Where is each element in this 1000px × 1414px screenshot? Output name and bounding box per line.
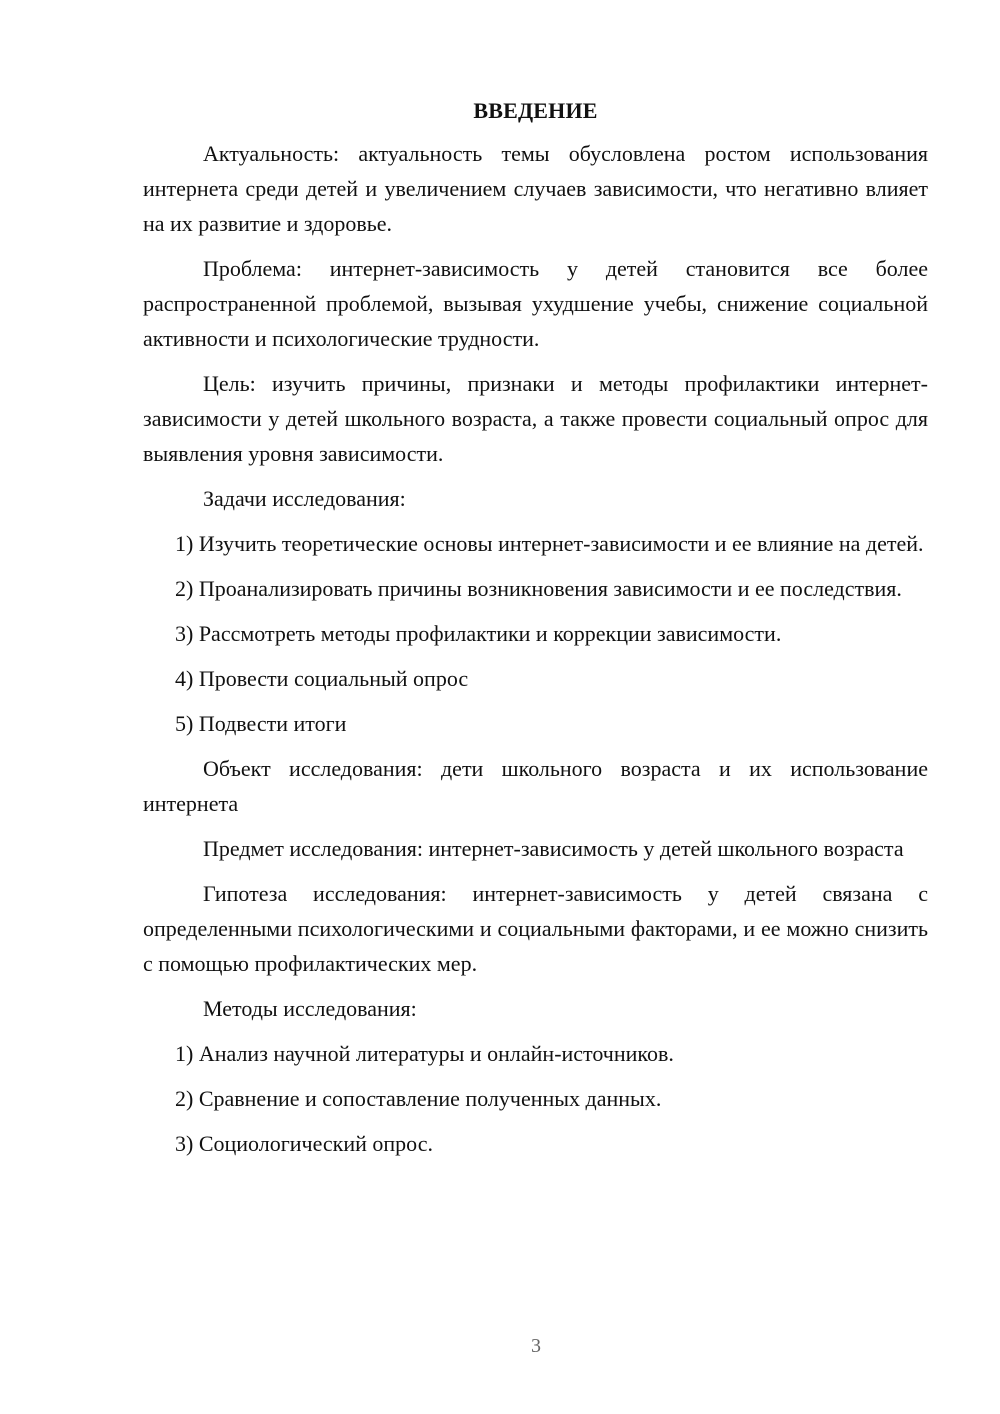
paragraph-goal: Цель: изучить причины, признаки и методы профилактики интернет-зависимости у детей школьного возраста, а также провести социальный опрос для выявления уровня зависимости. — [143, 371, 928, 466]
task-item-4: 4) Провести социальный опрос — [175, 666, 469, 691]
task-item-2: 2) Проанализировать причины возникновения зависимости и ее последствия. — [175, 576, 902, 601]
tasks-heading: Задачи исследования: — [203, 486, 406, 511]
method-item-3: 3) Социологический опрос. — [175, 1131, 433, 1156]
page-title: ВВЕДЕНИЕ — [473, 98, 598, 123]
task-item-5: 5) Подвести итоги — [175, 711, 347, 736]
page-number: 3 — [531, 1335, 541, 1357]
paragraph-relevance: Актуальность: актуальность темы обусловлена ростом использования интернета среди детей и увеличением случаев зависимости, что негативно влияет на их развитие и здоровье. — [143, 141, 928, 236]
paragraph-problem: Проблема: интернет-зависимость у детей становится все более распространенной проблемой, вызывая ухудшение учебы, снижение социальной активности и психологические трудности. — [143, 256, 928, 351]
task-item-1: 1) Изучить теоретические основы интернет-зависимости и ее влияние на детей. — [175, 531, 924, 556]
method-item-1: 1) Анализ научной литературы и онлайн-источников. — [175, 1041, 674, 1066]
paragraph-object: Объект исследования: дети школьного возраста и их использование интернета — [143, 756, 928, 816]
paragraph-subject: Предмет исследования: интернет-зависимость у детей школьного возраста — [203, 836, 904, 861]
method-item-2: 2) Сравнение и сопоставление полученных данных. — [175, 1086, 662, 1111]
task-item-3: 3) Рассмотреть методы профилактики и коррекции зависимости. — [175, 621, 782, 646]
page-content — [143, 94, 928, 1161]
methods-heading: Методы исследования: — [203, 996, 417, 1021]
paragraph-hypothesis: Гипотеза исследования: интернет-зависимость у детей связана с определенными психологическими и социальными факторами, и ее можно снизить с помощью профилактических мер. — [143, 881, 928, 976]
